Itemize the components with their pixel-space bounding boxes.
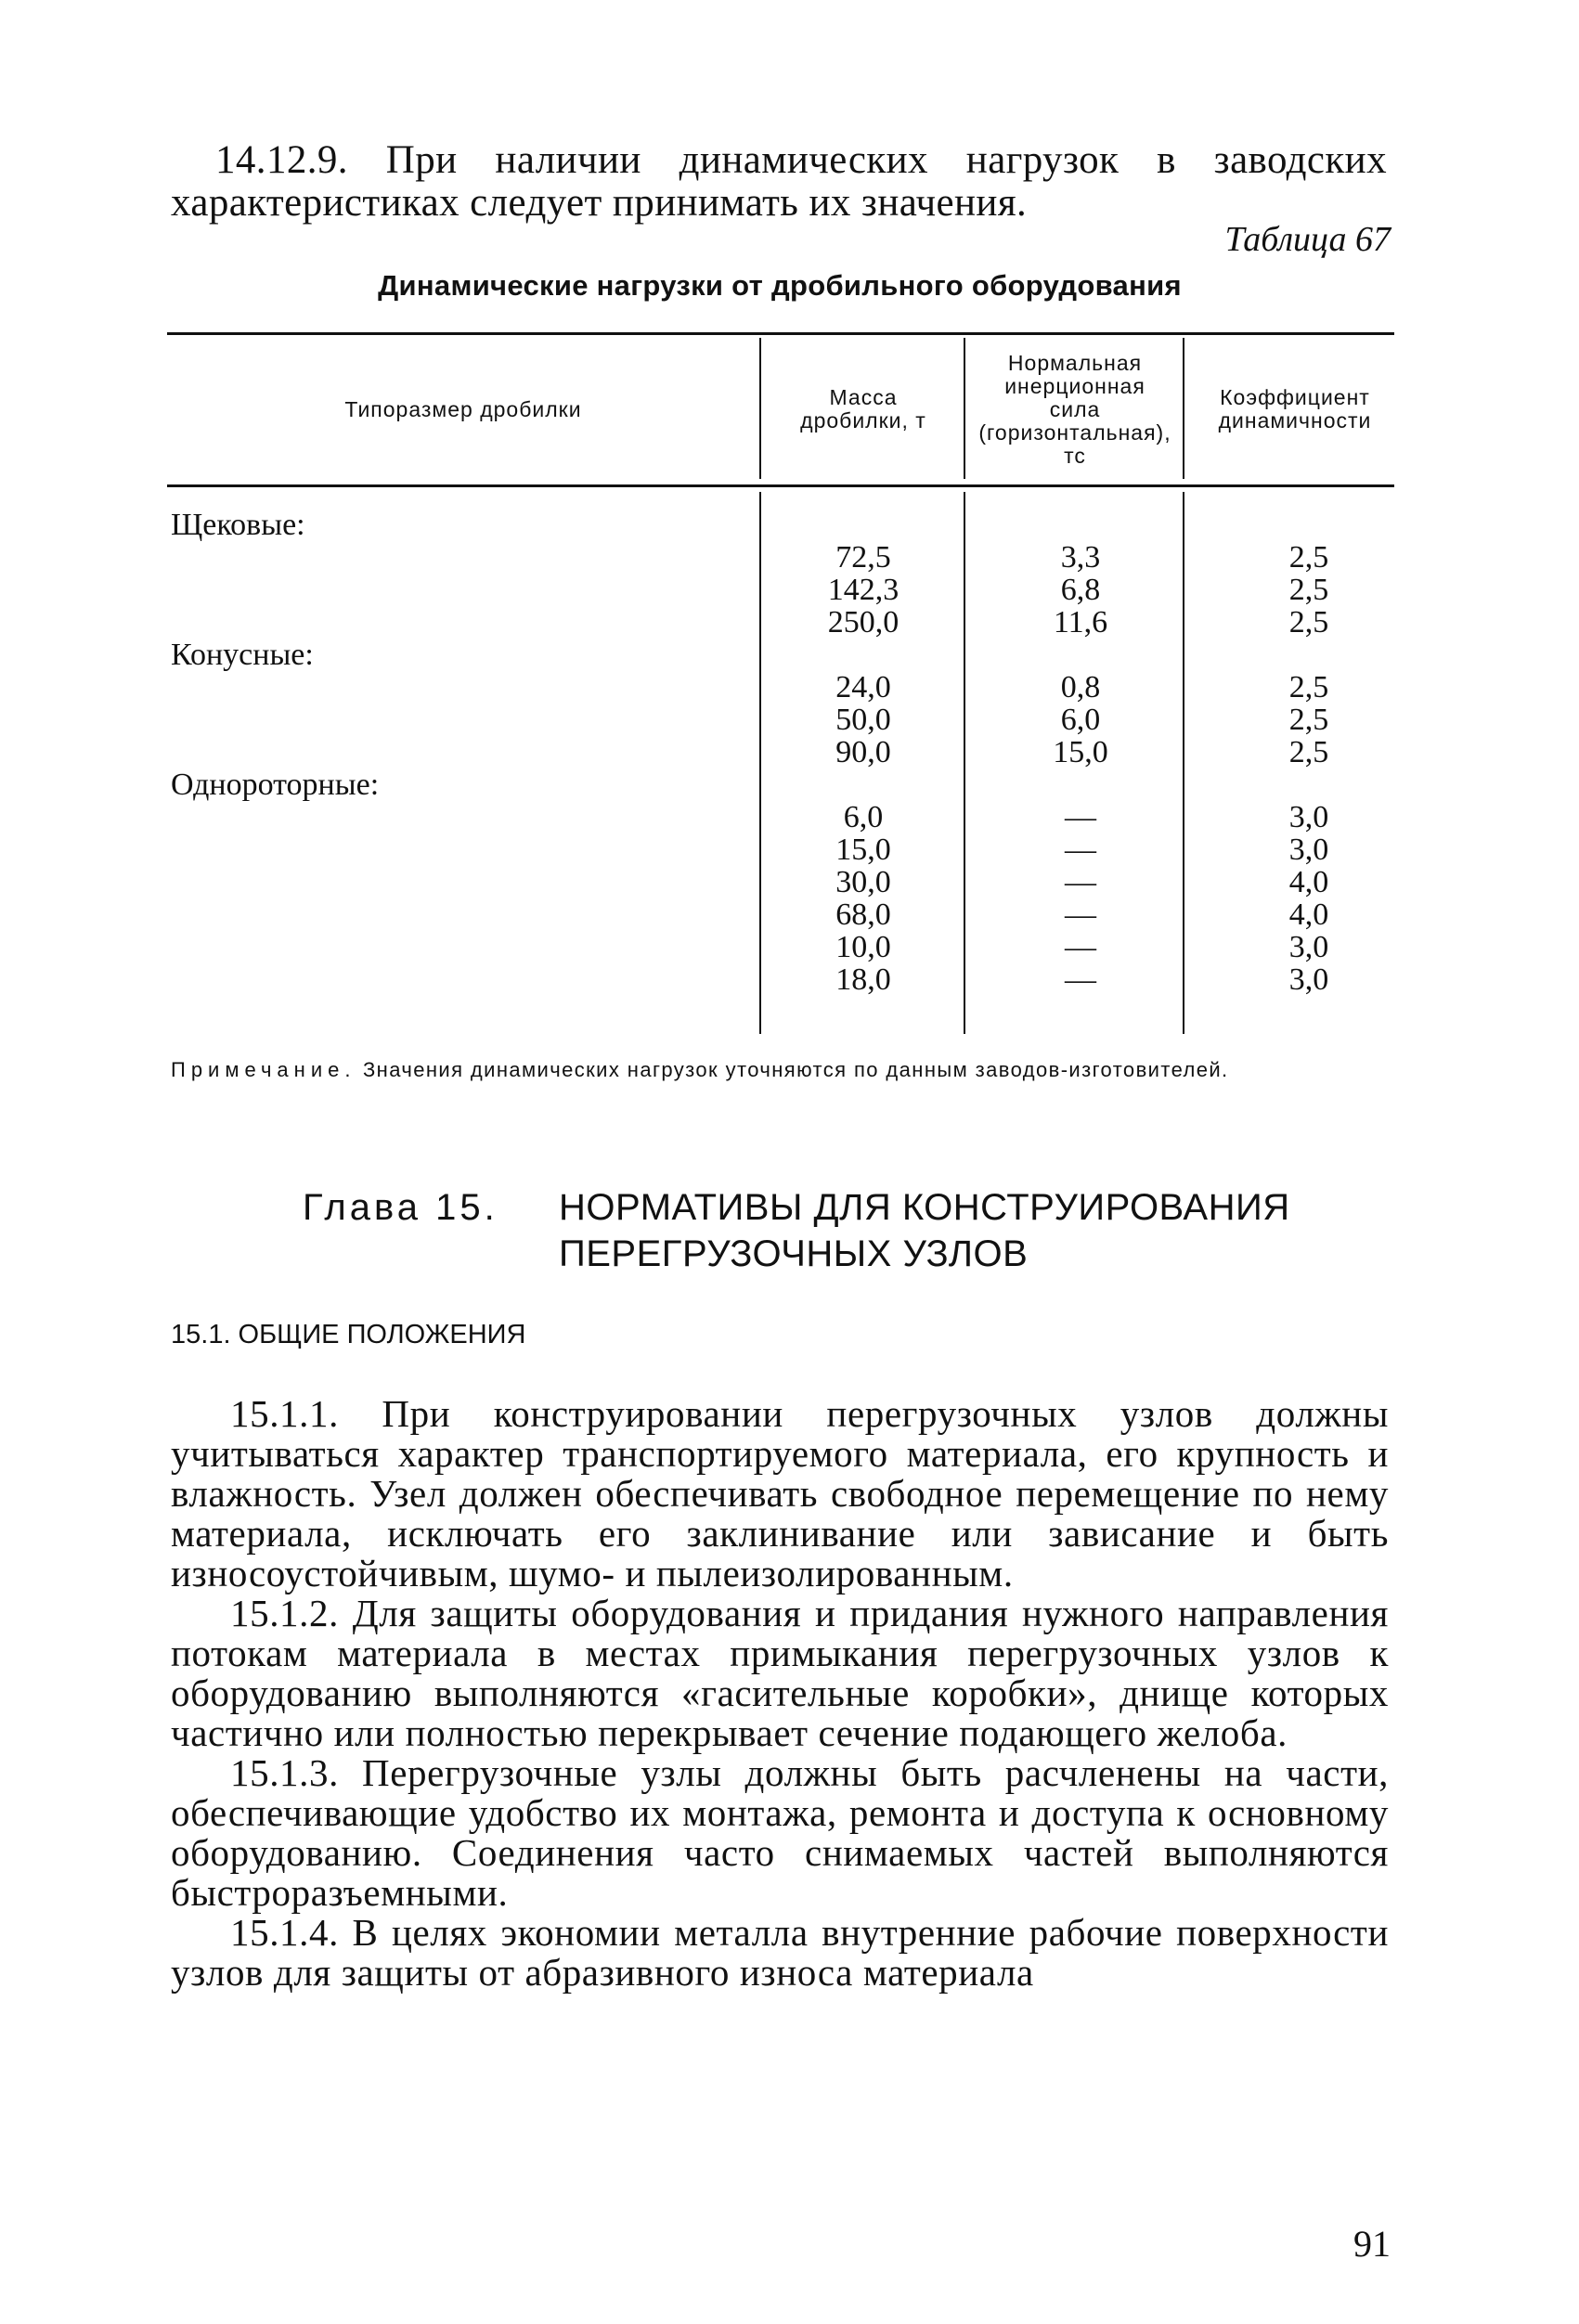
mass-cell: 142,3 bbox=[827, 573, 900, 607]
table-top-rule bbox=[167, 332, 1394, 335]
coef-cell: 3,0 bbox=[1288, 962, 1329, 997]
force-cell: 6,8 bbox=[1060, 573, 1101, 607]
coef-cell: 2,5 bbox=[1288, 670, 1329, 704]
mass-cell: 68,0 bbox=[835, 897, 891, 932]
table-row bbox=[0, 606, 1579, 639]
mass-cell: 10,0 bbox=[835, 930, 891, 964]
note-label: Примечание. bbox=[171, 1058, 356, 1081]
force-cell: — bbox=[1065, 930, 1096, 964]
column-divider-3 bbox=[1183, 338, 1184, 479]
table-row bbox=[0, 866, 1579, 898]
coef-cell: 3,0 bbox=[1288, 930, 1329, 964]
chapter-label: Глава 15. bbox=[303, 1187, 498, 1228]
group-row bbox=[0, 509, 1579, 541]
page-number: 91 bbox=[1353, 2223, 1391, 2265]
coef-cell: 2,5 bbox=[1288, 540, 1329, 575]
note-text: Значения динамических нагрузок уточняются по данным заводов-изготовителей. bbox=[362, 1058, 1229, 1081]
force-cell: — bbox=[1065, 833, 1096, 867]
group-label: Конусные: bbox=[171, 638, 314, 672]
group-row bbox=[0, 639, 1579, 671]
force-cell: 0,8 bbox=[1060, 670, 1101, 704]
paragraph: 15.1.4. В целях экономии металла внутренние рабочие поверхности узлов для защиты от абразивного износа материала bbox=[171, 1911, 1389, 1994]
table-row bbox=[0, 801, 1579, 833]
column-divider-1 bbox=[759, 338, 761, 479]
coef-cell: 2,5 bbox=[1288, 573, 1329, 607]
coef-cell: 4,0 bbox=[1288, 897, 1329, 932]
header-force: Нормальная инерционная сила (горизонтальная), тс bbox=[978, 350, 1171, 468]
body-text bbox=[171, 1394, 1389, 1993]
force-cell: — bbox=[1065, 962, 1096, 997]
paragraph: 15.1.1. При конструировании перегрузочных узлов должны учитываться характер транспортируемого материала, его крупность и влажность. Узел должен обеспечивать свободное перемещение по нему материала, исключать его заклинивание или зависание и быть износоустойчивым, шумо- и пылеизолированным. bbox=[171, 1392, 1389, 1595]
group-row bbox=[0, 768, 1579, 801]
mass-cell: 24,0 bbox=[835, 670, 891, 704]
table-title: Динамические нагрузки от дробильного оборудования bbox=[378, 269, 1182, 302]
group-label: Щековые: bbox=[171, 508, 305, 542]
force-cell: — bbox=[1065, 897, 1096, 932]
table-row bbox=[0, 541, 1579, 574]
force-cell: 3,3 bbox=[1060, 540, 1101, 575]
table-row bbox=[0, 736, 1579, 768]
table-row bbox=[0, 704, 1579, 736]
coef-cell: 3,0 bbox=[1288, 833, 1329, 867]
intro-paragraph: 14.12.9. При наличии динамических нагрузок в заводских характеристиках следует принимать их значения. bbox=[171, 138, 1387, 225]
paragraph: 15.1.2. Для защиты оборудования и придания нужного направления потокам материала в местах примыкания перегрузочных узлов к оборудованию выполняются «гасительные коробки», днище которых частично или полностью перекрывает сечение подающего желоба. bbox=[171, 1592, 1389, 1754]
force-cell: 15,0 bbox=[1053, 735, 1108, 769]
table-row bbox=[0, 898, 1579, 931]
table-row bbox=[0, 671, 1579, 704]
coef-cell: 2,5 bbox=[1288, 703, 1329, 737]
table-row bbox=[0, 833, 1579, 866]
coef-cell: 2,5 bbox=[1288, 605, 1329, 639]
mass-cell: 72,5 bbox=[835, 540, 891, 575]
column-divider-2 bbox=[964, 338, 965, 479]
chapter-title bbox=[559, 1184, 1394, 1277]
chapter-title-line: ПЕРЕГРУЗОЧНЫХ УЗЛОВ bbox=[559, 1233, 1029, 1274]
force-cell: 11,6 bbox=[1053, 605, 1108, 639]
mass-cell: 18,0 bbox=[835, 962, 891, 997]
mass-cell: 250,0 bbox=[827, 605, 900, 639]
force-cell: — bbox=[1065, 865, 1096, 899]
mass-cell: 90,0 bbox=[835, 735, 891, 769]
coef-cell: 4,0 bbox=[1288, 865, 1329, 899]
force-cell: — bbox=[1065, 800, 1096, 834]
paragraph: 15.1.3. Перегрузочные узлы должны быть расчленены на части, обеспечивающие удобство их монтажа, ремонта и доступа к основному оборудованию. Соединения часто снимаемых частей выполняются быстроразъемными. bbox=[171, 1751, 1389, 1914]
header-coef: Коэффициент динамичности bbox=[1218, 385, 1372, 433]
table-header-rule bbox=[167, 484, 1394, 487]
section-title: 15.1. ОБЩИЕ ПОЛОЖЕНИЯ bbox=[171, 1320, 526, 1349]
mass-cell: 50,0 bbox=[835, 703, 891, 737]
table-row bbox=[0, 963, 1579, 996]
coef-cell: 3,0 bbox=[1288, 800, 1329, 834]
header-mass: Масса дробилки, т bbox=[800, 385, 926, 433]
mass-cell: 30,0 bbox=[835, 865, 891, 899]
force-cell: 6,0 bbox=[1060, 703, 1101, 737]
table-row bbox=[0, 931, 1579, 963]
header-type: Типоразмер дробилки bbox=[344, 396, 582, 421]
table-number: Таблица 67 bbox=[1224, 220, 1391, 259]
table-note bbox=[171, 1058, 1392, 1082]
mass-cell: 6,0 bbox=[843, 800, 884, 834]
coef-cell: 2,5 bbox=[1288, 735, 1329, 769]
table-row bbox=[0, 574, 1579, 606]
group-label: Однороторные: bbox=[171, 768, 380, 802]
mass-cell: 15,0 bbox=[835, 833, 891, 867]
chapter-title-line: НОРМАТИВЫ ДЛЯ КОНСТРУИРОВАНИЯ bbox=[559, 1187, 1290, 1228]
